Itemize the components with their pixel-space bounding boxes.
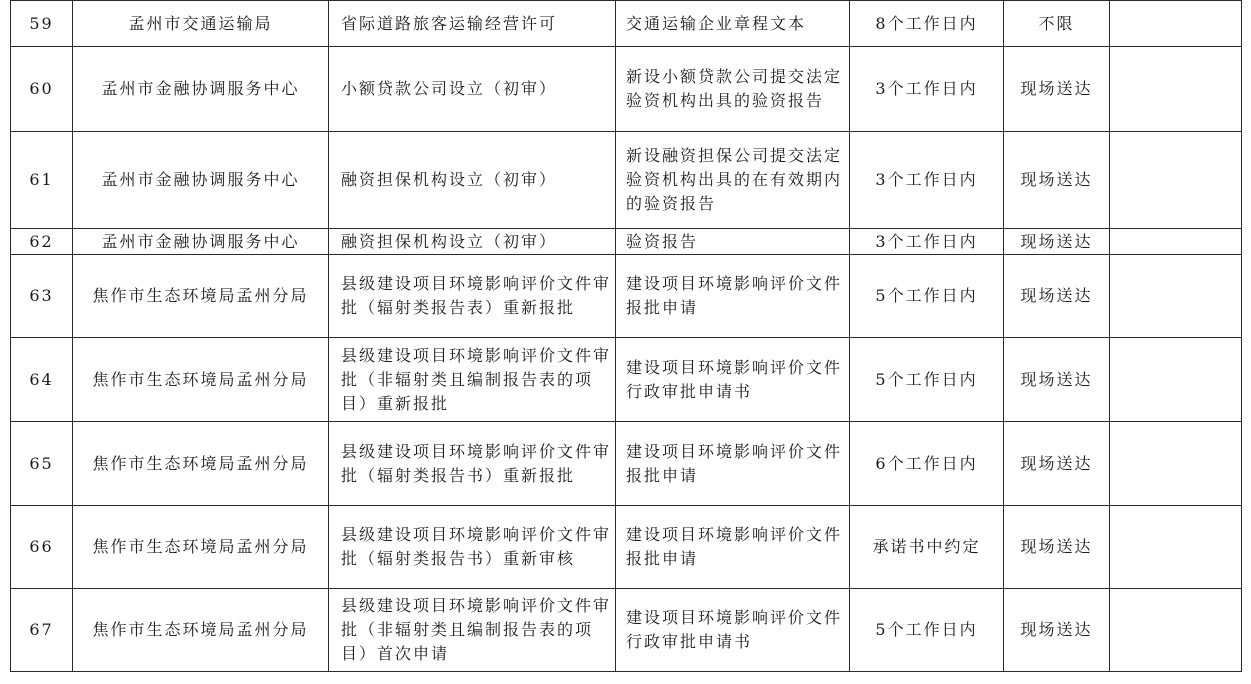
row-number: 62 — [11, 229, 73, 255]
time-limit-cell: 5个工作日内 — [850, 338, 1004, 422]
time-limit-cell: 5个工作日内 — [850, 589, 1004, 672]
department-cell: 焦作市生态环境局孟州分局 — [73, 589, 329, 672]
note-cell — [1110, 47, 1242, 132]
department-cell: 焦作市生态环境局孟州分局 — [73, 506, 329, 589]
delivery-cell: 现场送达 — [1004, 132, 1110, 229]
time-limit-cell: 3个工作日内 — [850, 132, 1004, 229]
material-cell: 建设项目环境影响评价文件报批申请 — [616, 255, 850, 338]
time-limit-cell: 5个工作日内 — [850, 255, 1004, 338]
table-body — [11, 1, 1242, 672]
table-row — [11, 338, 1242, 422]
item-cell: 融资担保机构设立（初审） — [329, 132, 616, 229]
item-cell: 县级建设项目环境影响评价文件审批（辐射类报告表）重新报批 — [329, 255, 616, 338]
table-row — [11, 255, 1242, 338]
row-number: 59 — [11, 1, 73, 47]
note-cell — [1110, 255, 1242, 338]
material-cell: 新设小额贷款公司提交法定验资机构出具的验资报告 — [616, 47, 850, 132]
department-cell: 孟州市金融协调服务中心 — [73, 229, 329, 255]
note-cell — [1110, 1, 1242, 47]
time-limit-cell: 3个工作日内 — [850, 229, 1004, 255]
note-cell — [1110, 338, 1242, 422]
certification-table — [10, 0, 1242, 672]
time-limit-cell: 8个工作日内 — [850, 1, 1004, 47]
material-cell: 建设项目环境影响评价文件行政审批申请书 — [616, 338, 850, 422]
table-row — [11, 422, 1242, 506]
row-number: 67 — [11, 589, 73, 672]
time-limit-cell: 承诺书中约定 — [850, 506, 1004, 589]
table-row — [11, 229, 1242, 255]
delivery-cell: 现场送达 — [1004, 47, 1110, 132]
note-cell — [1110, 229, 1242, 255]
delivery-cell: 现场送达 — [1004, 338, 1110, 422]
item-cell: 县级建设项目环境影响评价文件审批（非辐射类且编制报告表的项目）首次申请 — [329, 589, 616, 672]
delivery-cell: 现场送达 — [1004, 589, 1110, 672]
department-cell: 焦作市生态环境局孟州分局 — [73, 422, 329, 506]
row-number: 65 — [11, 422, 73, 506]
row-number: 63 — [11, 255, 73, 338]
note-cell — [1110, 589, 1242, 672]
note-cell — [1110, 132, 1242, 229]
delivery-cell: 不限 — [1004, 1, 1110, 47]
time-limit-cell: 3个工作日内 — [850, 47, 1004, 132]
delivery-cell: 现场送达 — [1004, 255, 1110, 338]
item-cell: 小额贷款公司设立（初审） — [329, 47, 616, 132]
department-cell: 孟州市交通运输局 — [73, 1, 329, 47]
table-row — [11, 1, 1242, 47]
item-cell: 县级建设项目环境影响评价文件审批（非辐射类且编制报告表的项目）重新报批 — [329, 338, 616, 422]
row-number: 66 — [11, 506, 73, 589]
department-cell: 孟州市金融协调服务中心 — [73, 47, 329, 132]
delivery-cell: 现场送达 — [1004, 229, 1110, 255]
material-cell: 建设项目环境影响评价文件报批申请 — [616, 422, 850, 506]
material-cell: 建设项目环境影响评价文件行政审批申请书 — [616, 589, 850, 672]
table-row — [11, 132, 1242, 229]
row-number: 60 — [11, 47, 73, 132]
time-limit-cell: 6个工作日内 — [850, 422, 1004, 506]
item-cell: 县级建设项目环境影响评价文件审批（辐射类报告书）重新审核 — [329, 506, 616, 589]
item-cell: 省际道路旅客运输经营许可 — [329, 1, 616, 47]
material-cell: 验资报告 — [616, 229, 850, 255]
department-cell: 焦作市生态环境局孟州分局 — [73, 255, 329, 338]
item-cell: 县级建设项目环境影响评价文件审批（辐射类报告书）重新报批 — [329, 422, 616, 506]
material-cell: 交通运输企业章程文本 — [616, 1, 850, 47]
department-cell: 焦作市生态环境局孟州分局 — [73, 338, 329, 422]
delivery-cell: 现场送达 — [1004, 422, 1110, 506]
table-row — [11, 47, 1242, 132]
note-cell — [1110, 506, 1242, 589]
table-row — [11, 589, 1242, 672]
department-cell: 孟州市金融协调服务中心 — [73, 132, 329, 229]
row-number: 61 — [11, 132, 73, 229]
delivery-cell: 现场送达 — [1004, 506, 1110, 589]
material-cell: 新设融资担保公司提交法定验资机构出具的在有效期内的验资报告 — [616, 132, 850, 229]
row-number: 64 — [11, 338, 73, 422]
note-cell — [1110, 422, 1242, 506]
material-cell: 建设项目环境影响评价文件报批申请 — [616, 506, 850, 589]
table-row — [11, 506, 1242, 589]
item-cell: 融资担保机构设立（初审） — [329, 229, 616, 255]
